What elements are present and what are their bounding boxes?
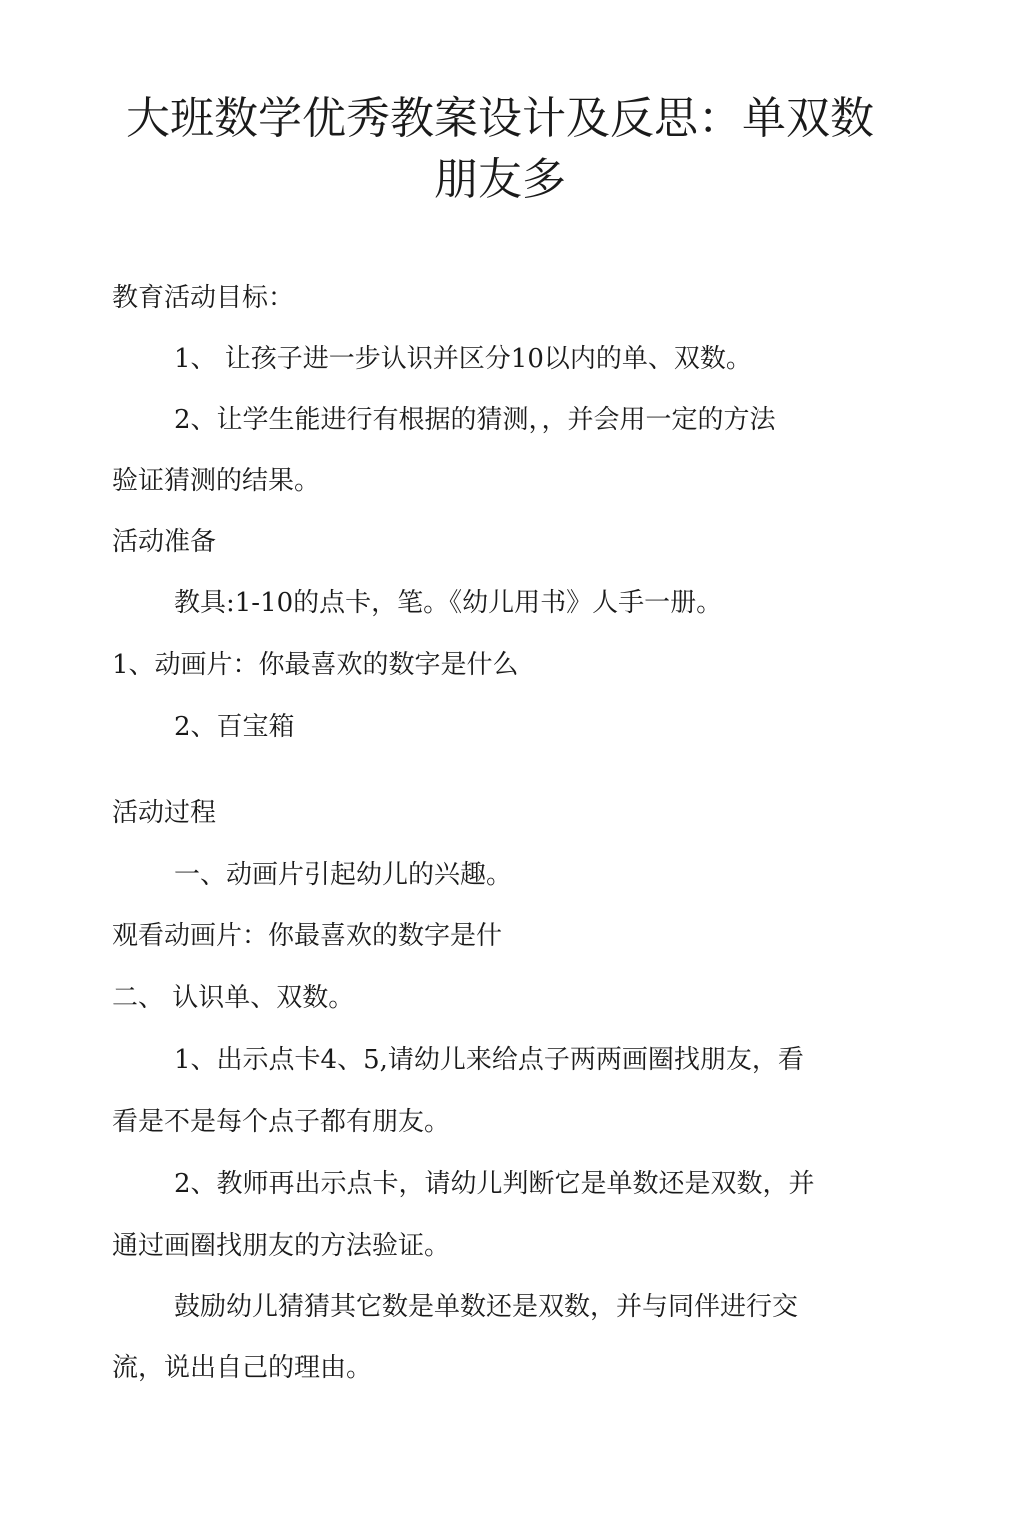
goal-item-2: 2、让学生能进行有根据的猜测，，并会用一定的方法 [174, 405, 776, 435]
preparation-item-1: 1、动画片：你最喜欢的数字是什么 [112, 650, 519, 680]
goal-item-2-continued: 验证猜测的结果。 [112, 466, 321, 496]
process-step-2-item-2: 2、教师再出示点卡，请幼儿判断它是单数还是双数，并 [174, 1169, 815, 1199]
process-encouragement: 鼓励幼儿猜猜其它数是单数还是双数，并与同伴进行交 [174, 1292, 799, 1322]
process-encouragement-continued: 流，说出自己的理由。 [112, 1353, 373, 1383]
process-step-2-item-1-continued: 看是不是每个点子都有朋友。 [112, 1107, 451, 1137]
process-step-2-item-1: 1、出示点卡4、5,请幼儿来给点子两两画圈找朋友，看 [174, 1045, 804, 1075]
process-step-2: 二、 认识单、双数。 [112, 983, 355, 1013]
section-heading-process: 活动过程 [112, 798, 217, 828]
document-title-line-2: 朋友多 [434, 154, 566, 205]
section-heading-preparation: 活动准备 [112, 527, 217, 557]
document-title-line-1: 大班数学优秀教案设计及反思：单双数 [126, 93, 874, 144]
process-step-1: 一、动画片引起幼儿的兴趣。 [174, 860, 513, 890]
process-step-1-detail: 观看动画片：你最喜欢的数字是什 [112, 921, 503, 951]
process-step-2-item-2-continued: 通过画圈找朋友的方法验证。 [112, 1231, 451, 1261]
section-heading-goals: 教育活动目标： [112, 283, 295, 313]
preparation-item-2: 2、百宝箱 [174, 712, 295, 742]
goal-item-1: 1、 让孩子进一步认识并区分10以内的单、双数。 [174, 344, 752, 374]
preparation-materials: 教具:1-10的点卡，笔。《幼儿用书》人手一册。 [174, 588, 723, 618]
